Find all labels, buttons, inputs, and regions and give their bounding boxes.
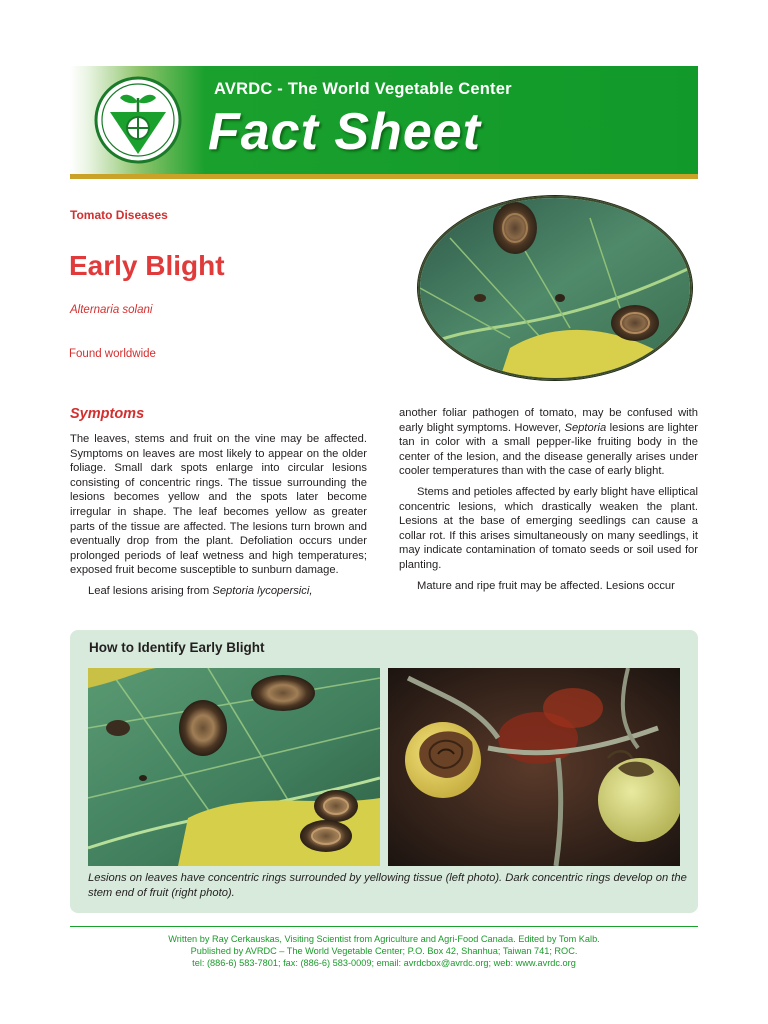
footer-rule [70,926,698,927]
paragraph-2-end: lesions are lighter tan in color with a small pepper-like fruiting body in the center of the lesion, and the disease generally arises under cooler temperatures than with the case of early blight. [399,421,698,478]
symptoms-paragraph-2-start [70,584,367,599]
latin-name: Alternaria solani [70,304,153,316]
footer [70,933,698,969]
leaf-lesion-photo [88,668,380,866]
footer-contact: tel: (886-6) 583-7801; fax: (886-6) 583-0009; email: avrdcbox@avrdc.org; web: www.avrdc.org [192,958,576,968]
paragraph-2-lead: Leaf lesions arising from [88,584,213,597]
page-title: Early Blight [69,250,225,281]
photo-caption: Lesions on leaves have concentric rings surrounded by yellowing tissue (left photo). Dark concentric rings develop on the stem end of fruit (right photo). [88,872,687,899]
paragraph-2-middle: another foliar pathogen of tomato, may be confused with early blight symptoms. However, [399,407,698,434]
symptoms-paragraph-2-cont [399,406,698,479]
symptoms-paragraph-3: Stems and petioles affected by early blight have elliptical concentric lesions, which drastically weaken the plant. Lesions at the base of emerging seedlings can cause a collar rot. If this arises simultaneously on many seedlings, it may indicate contamination of tomato seeds or soil used for planting. [399,485,698,571]
category-label: Tomato Diseases [70,208,168,222]
avrdc-logo [94,76,182,164]
species-name: Septoria lycopersici, [212,584,313,597]
fact-sheet-title: Fact Sheet [208,103,481,161]
footer-publisher: Published by AVRDC – The World Vegetable Center; P.O. Box 42, Shanhua; Taiwan 741; ROC. [190,946,578,956]
fruit-lesion-photo [388,668,680,866]
footer-credits: Written by Ray Cerkauskas, Visiting Scientist from Agriculture and Agri-Food Canada. Edited by Tom Kalb. [168,934,600,944]
symptoms-column-left [70,432,367,599]
symptoms-heading: Symptoms [70,406,145,422]
symptoms-paragraph-4: Mature and ripe fruit may be affected. Lesions occur [417,579,675,592]
genus-name: Septoria [564,421,607,434]
symptoms-column-right [399,406,698,593]
symptoms-paragraph-1: The leaves, stems and fruit on the vine may be affected. Symptoms on leaves are most likely to appear on the older foliage. Small dark spots enlarge into circular lesions consisting of concentric rings. The tissue surrounding the lesions becomes yellow and the spots later become irregular in shape. The leaf becomes yellow as greater parts of the tissue are affected. The lesions turn brown and eventually drop from the plant. Defoliation occurs under prolonged periods of leaf wetness and high temperatures; exposed fruit become susceptible to sunburn damage. [70,433,367,577]
header-gold-rule [70,174,698,179]
org-name: AVRDC - The World Vegetable Center [214,80,512,98]
distribution-note: Found worldwide [69,348,156,360]
hero-leaf-photo [418,196,692,380]
identify-title: How to Identify Early Blight [89,640,265,655]
